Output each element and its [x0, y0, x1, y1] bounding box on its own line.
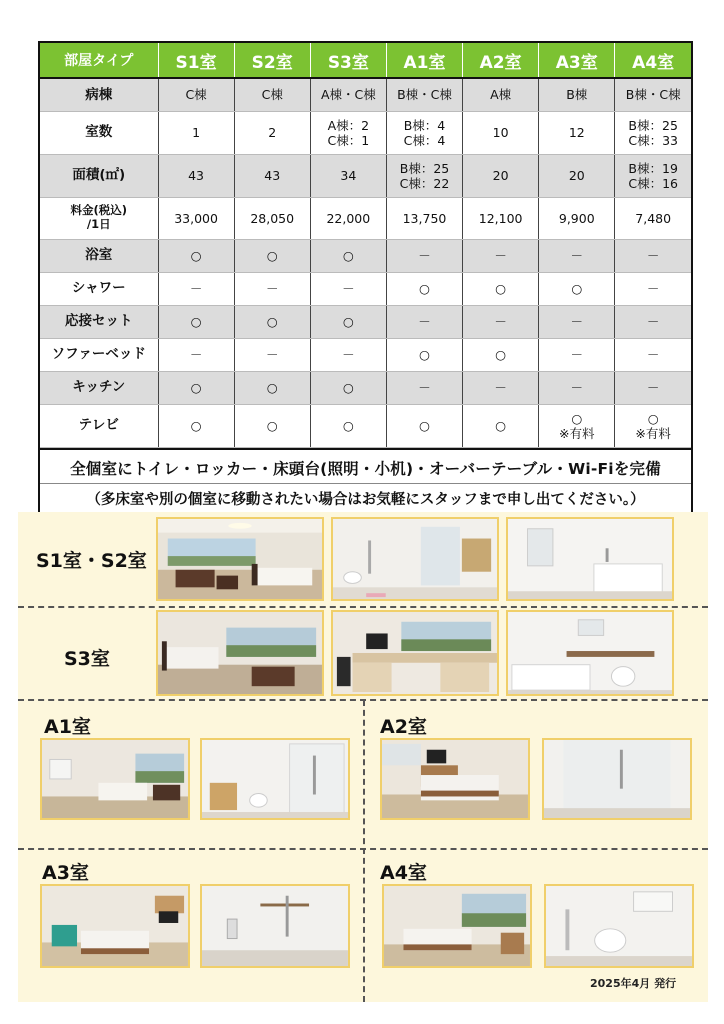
table-cell: B棟：19 C棟：16: [615, 154, 691, 197]
table-cell: 9,900: [539, 197, 615, 239]
table-cell: 20: [463, 154, 539, 197]
room-photo-image: [202, 886, 348, 968]
header-a2: A2室: [463, 43, 539, 78]
table-row: [40, 305, 691, 338]
table-cell: B棟：4 C棟：4: [386, 111, 462, 154]
table-cell: ○: [386, 404, 462, 447]
table-cell: －: [615, 338, 691, 371]
table-cell: ○: [158, 371, 234, 404]
table-cell: 22,000: [310, 197, 386, 239]
table-cell: ○: [310, 404, 386, 447]
table-cell: －: [463, 305, 539, 338]
table-cell: －: [539, 338, 615, 371]
photo-s1-bathroom: [506, 517, 674, 601]
header-s3: S3室: [310, 43, 386, 78]
section-label-s1-s2: S1室・S2室: [36, 550, 147, 572]
table-row: [40, 239, 691, 272]
table-row: [40, 338, 691, 371]
table-cell: B棟・C棟: [615, 78, 691, 111]
table-cell: B棟: [539, 78, 615, 111]
section-label-a3: A3室: [42, 862, 89, 884]
table-cell: 43: [158, 154, 234, 197]
table-cell: 28,050: [234, 197, 310, 239]
row-label-bathroom: 浴室: [40, 239, 158, 272]
table-row: [40, 111, 691, 154]
table-cell: ○: [463, 272, 539, 305]
section-label-a4: A4室: [380, 862, 427, 884]
room-photo-image: [546, 886, 692, 968]
room-type-table-container: [38, 41, 693, 522]
amenities-note-line2: （多床室や別の個室に移動されたい場合はお気軽にスタッフまで申し出てください。）: [86, 491, 645, 508]
table-cell: ○: [386, 338, 462, 371]
table-cell: ○: [310, 305, 386, 338]
table-cell: A棟：2 C棟：1: [310, 111, 386, 154]
table-cell: ○ ※有料: [539, 404, 615, 447]
table-cell: －: [234, 272, 310, 305]
room-photo-image: [42, 886, 188, 968]
table-row: [40, 371, 691, 404]
section-divider: [18, 606, 708, 608]
table-cell: －: [539, 305, 615, 338]
table-cell: －: [310, 338, 386, 371]
photo-s3-bathroom: [506, 610, 674, 696]
room-photo-image: [158, 612, 322, 696]
table-cell: 1: [158, 111, 234, 154]
photo-a4-toilet: [544, 884, 694, 968]
table-cell: 12,100: [463, 197, 539, 239]
photo-a2-bedroom: [380, 738, 530, 820]
header-a1: A1室: [386, 43, 462, 78]
table-cell: －: [386, 305, 462, 338]
table-cell: B棟・C棟: [386, 78, 462, 111]
photo-a2-shower: [542, 738, 692, 820]
table-cell: ○: [310, 239, 386, 272]
table-cell: B棟：25 C棟：33: [615, 111, 691, 154]
row-label-ward: 病棟: [40, 78, 158, 111]
table-cell: ○: [234, 404, 310, 447]
table-cell: A棟・C棟: [310, 78, 386, 111]
table-cell: －: [386, 239, 462, 272]
section-divider-vertical: [363, 700, 365, 1002]
table-cell: ○: [310, 371, 386, 404]
photo-s3-bedroom: [156, 610, 324, 696]
table-header-row: [40, 43, 691, 78]
table-cell: ○: [158, 404, 234, 447]
photo-a1-bedroom: [40, 738, 190, 820]
table-row: [40, 197, 691, 239]
table-cell: －: [386, 371, 462, 404]
table-cell: －: [158, 338, 234, 371]
header-room-type: 部屋タイプ: [40, 43, 158, 78]
table-row: [40, 154, 691, 197]
table-row: [40, 404, 691, 447]
table-cell: 10: [463, 111, 539, 154]
table-cell: －: [615, 272, 691, 305]
table-cell: ○: [386, 272, 462, 305]
room-photo-image: [42, 740, 188, 820]
photo-a3-shower: [200, 884, 350, 968]
photo-s1-toilet: [331, 517, 499, 601]
photo-a4-bedroom: [382, 884, 532, 968]
table-cell: －: [310, 272, 386, 305]
table-cell: －: [158, 272, 234, 305]
row-label-tv: テレビ: [40, 404, 158, 447]
photo-a3-bedroom: [40, 884, 190, 968]
table-cell: 34: [310, 154, 386, 197]
row-label-shower: シャワー: [40, 272, 158, 305]
header-s2: S2室: [234, 43, 310, 78]
table-cell: ○: [158, 239, 234, 272]
section-divider: [18, 848, 708, 850]
room-photo-image: [384, 886, 530, 968]
table-cell: 43: [234, 154, 310, 197]
table-cell: ○: [158, 305, 234, 338]
section-label-a1: A1室: [44, 716, 91, 738]
table-cell: 20: [539, 154, 615, 197]
table-cell: －: [463, 371, 539, 404]
room-photo-gallery: [18, 512, 708, 1002]
room-photo-image: [544, 740, 690, 820]
table-cell: －: [234, 338, 310, 371]
table-cell: ○: [234, 305, 310, 338]
photo-s1-bedroom: [156, 517, 324, 601]
table-cell: ○ ※有料: [615, 404, 691, 447]
amenities-note: [40, 448, 691, 520]
table-cell: 33,000: [158, 197, 234, 239]
table-cell: －: [615, 239, 691, 272]
table-cell: 7,480: [615, 197, 691, 239]
table-cell: －: [615, 371, 691, 404]
room-photo-image: [508, 612, 672, 696]
section-label-a2: A2室: [380, 716, 427, 738]
photo-s3-desk: [331, 610, 499, 696]
room-photo-image: [158, 519, 322, 601]
room-photo-image: [333, 519, 497, 601]
photo-a1-shower: [200, 738, 350, 820]
table-cell: 2: [234, 111, 310, 154]
table-row: [40, 78, 691, 111]
room-photo-image: [508, 519, 672, 601]
table-cell: B棟：25 C棟：22: [386, 154, 462, 197]
table-cell: －: [539, 239, 615, 272]
room-photo-image: [333, 612, 497, 696]
table-cell: －: [539, 371, 615, 404]
room-photo-image: [382, 740, 528, 820]
row-label-area: 面積(㎡): [40, 154, 158, 197]
table-row: [40, 272, 691, 305]
header-s1: S1室: [158, 43, 234, 78]
row-label-fee-text: 料金(税込) /1日: [70, 203, 127, 231]
table-cell: ○: [539, 272, 615, 305]
row-label-reception-set: 応接セット: [40, 305, 158, 338]
header-a3: A3室: [539, 43, 615, 78]
section-label-s3: S3室: [64, 648, 110, 670]
row-label-kitchen: キッチン: [40, 371, 158, 404]
row-label-sofa-bed: ソファーベッド: [40, 338, 158, 371]
room-photo-image: [202, 740, 348, 820]
header-a4: A4室: [615, 43, 691, 78]
room-type-table: [40, 43, 691, 448]
row-label-room-count: 室数: [40, 111, 158, 154]
amenities-note-line1: 全個室にトイレ・ロッカー・床頭台(照明・小机)・オーバーテーブル・Wi-Fiを完備: [40, 454, 691, 484]
table-cell: ○: [463, 404, 539, 447]
table-cell: 13,750: [386, 197, 462, 239]
table-cell: C棟: [158, 78, 234, 111]
row-label-fee: [40, 197, 158, 239]
table-cell: －: [615, 305, 691, 338]
table-cell: ○: [234, 371, 310, 404]
table-cell: ○: [234, 239, 310, 272]
table-cell: A棟: [463, 78, 539, 111]
table-cell: －: [463, 239, 539, 272]
table-cell: 12: [539, 111, 615, 154]
table-cell: C棟: [234, 78, 310, 111]
table-cell: ○: [463, 338, 539, 371]
issue-date: 2025年4月 発行: [590, 977, 677, 990]
